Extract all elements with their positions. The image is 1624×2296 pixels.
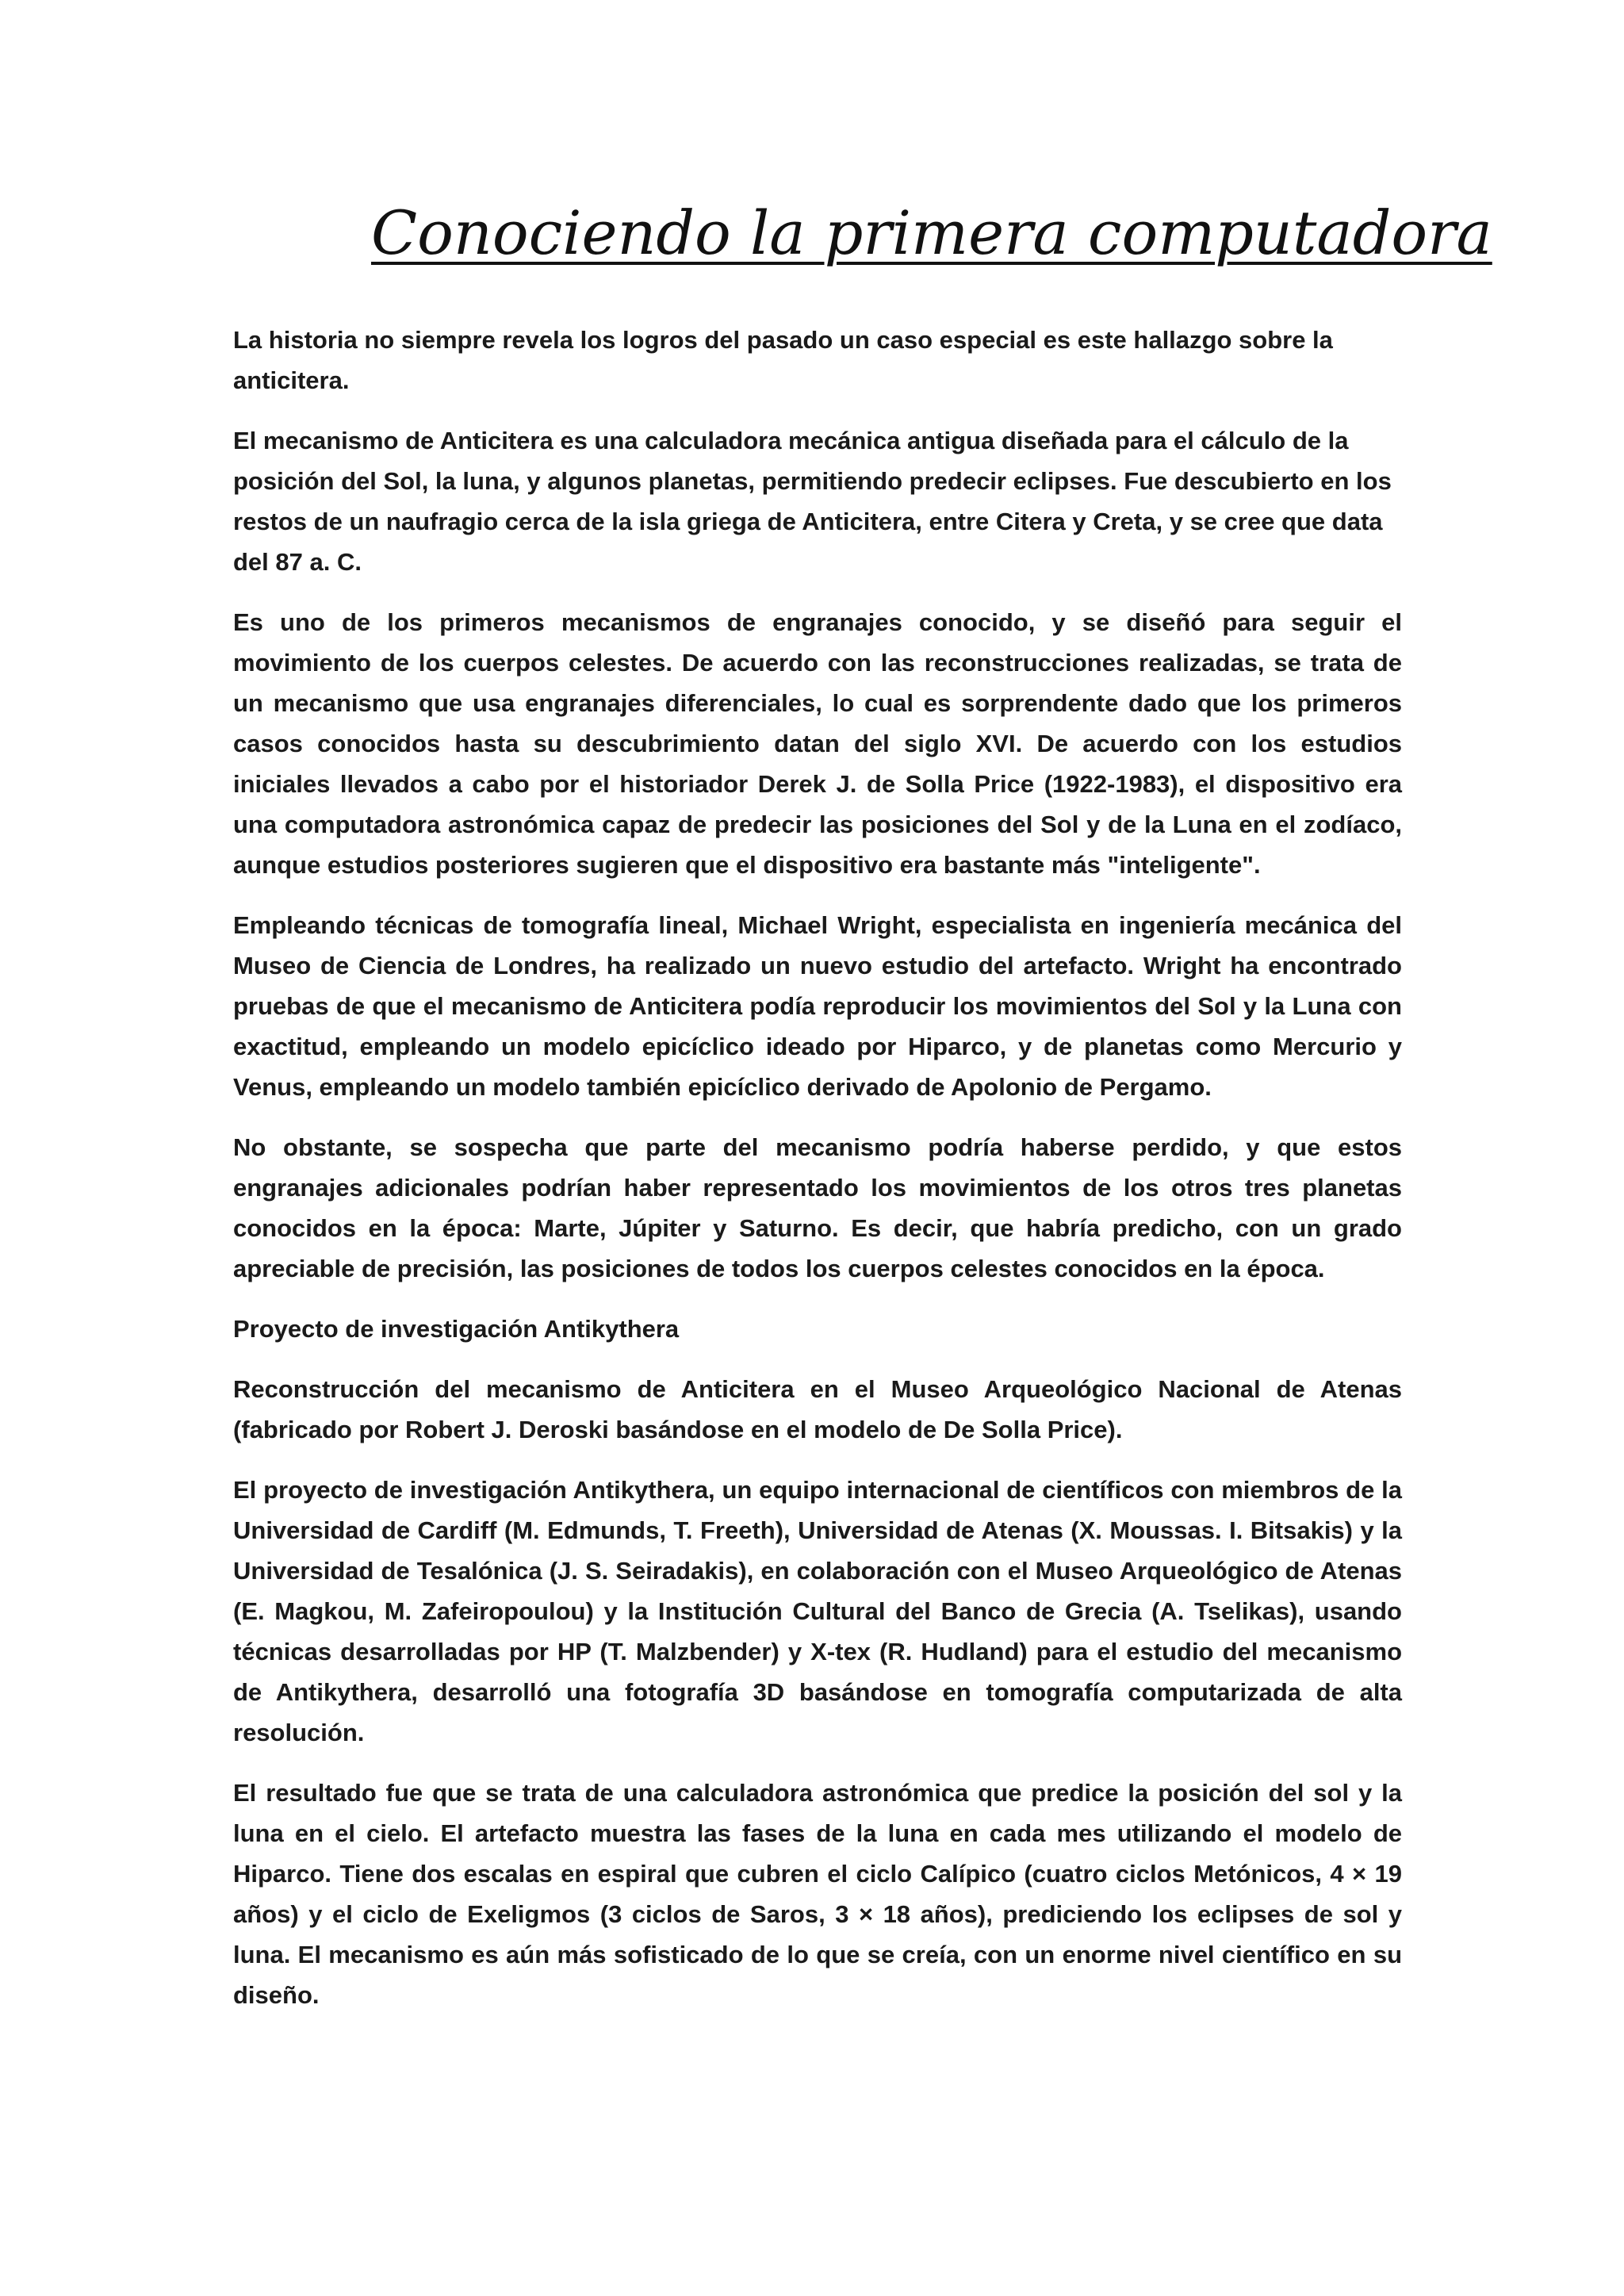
paragraph-definition: El mecanismo de Anticitera es una calculadora mecánica antigua diseñada para el cálculo de la posición del Sol, la luna, y algunos planetas, permitiendo predecir eclipses. Fue descubierto en los restos de un naufragio cerca de la isla griega de Anticitera, entre Citera y Creta, y se cree que data del 87 a. C.	[233, 427, 1392, 576]
paragraph-gears: Es uno de los primeros mecanismos de engranajes conocido, y se diseñó para seguir el movimiento de los cuerpos celestes. De acuerdo con las reconstrucciones realizadas, se trata de un mecanismo que usa engranajes diferenciales, lo cual es sorprendente dado que los primeros casos conocidos hasta su descubrimiento datan del siglo XVI. De acuerdo con los estudios iniciales llevados a cabo por el historiador Derek J. de Solla Price (1922-1983), el dispositivo era una computadora astronómica capaz de predecir las posiciones del Sol y de la Luna en el zodíaco, aunque estudios posteriores sugieren que el dispositivo era bastante más "inteligente".	[233, 608, 1402, 879]
paragraph-intro: La historia no siempre revela los logros del pasado un caso especial es este hallazgo sobre la anticitera.	[233, 326, 1333, 394]
paragraph-reconstruction: Reconstrucción del mecanismo de Anticitera en el Museo Arqueológico Nacional de Atenas (fabricado por Robert J. Deroski basándose en el modelo de De Solla Price).	[233, 1375, 1402, 1443]
paragraph-result: El resultado fue que se trata de una calculadora astronómica que predice la posición del sol y la luna en el cielo. El artefacto muestra las fases de la luna en cada mes utilizando el modelo de Hiparco. Tiene dos escalas en espiral que cubren el ciclo Calípico (cuatro ciclos Metónicos, 4 × 19 años) y el ciclo de Exeligmos (3 ciclos de Saros, 3 × 18 años), prediciendo los eclipses de sol y luna. El mecanismo es aún más sofisticado de lo que se creía, con un enorme nivel científico en su diseño.	[233, 1779, 1402, 2009]
document-title: Conociendo la primera computadora	[371, 197, 1492, 268]
paragraph-lost-parts: No obstante, se sospecha que parte del mecanismo podría haberse perdido, y que estos engranajes adicionales podrían haber representado los movimientos de los otros tres planetas conocidos en la época: Marte, Júpiter y Saturno. Es decir, que habría predicho, con un grado apreciable de precisión, las posiciones de todos los cuerpos celestes conocidos en la época.	[233, 1133, 1402, 1282]
paragraph-project-heading: Proyecto de investigación Antikythera	[233, 1315, 680, 1343]
document-body	[233, 320, 1402, 2035]
paragraph-research-project: El proyecto de investigación Antikythera, un equipo internacional de científicos con miembros de la Universidad de Cardiff (M. Edmunds, T. Freeth), Universidad de Atenas (X. Moussas. I. Bitsakis) y la Universidad de Tesalónica (J. S. Seiradakis), en colaboración con el Museo Arqueológico de Atenas (E. Magkou, M. Zafeiropoulou) y la Institución Cultural del Banco de Grecia (A. Tselikas), usando técnicas desarrolladas por HP (T. Malzbender) y X-tex (R. Hudland) para el estudio del mecanismo de Antikythera, desarrolló una fotografía 3D basándose en tomografía computarizada de alta resolución.	[233, 1476, 1402, 1746]
paragraph-tomography: Empleando técnicas de tomografía lineal, Michael Wright, especialista en ingeniería mecánica del Museo de Ciencia de Londres, ha realizado un nuevo estudio del artefacto. Wright ha encontrado pruebas de que el mecanismo de Anticitera podía reproducir los movimientos del Sol y la Luna con exactitud, empleando un modelo epicíclico ideado por Hiparco, y de planetas como Mercurio y Venus, empleando un modelo también epicíclico derivado de Apolonio de Pergamo.	[233, 911, 1402, 1101]
